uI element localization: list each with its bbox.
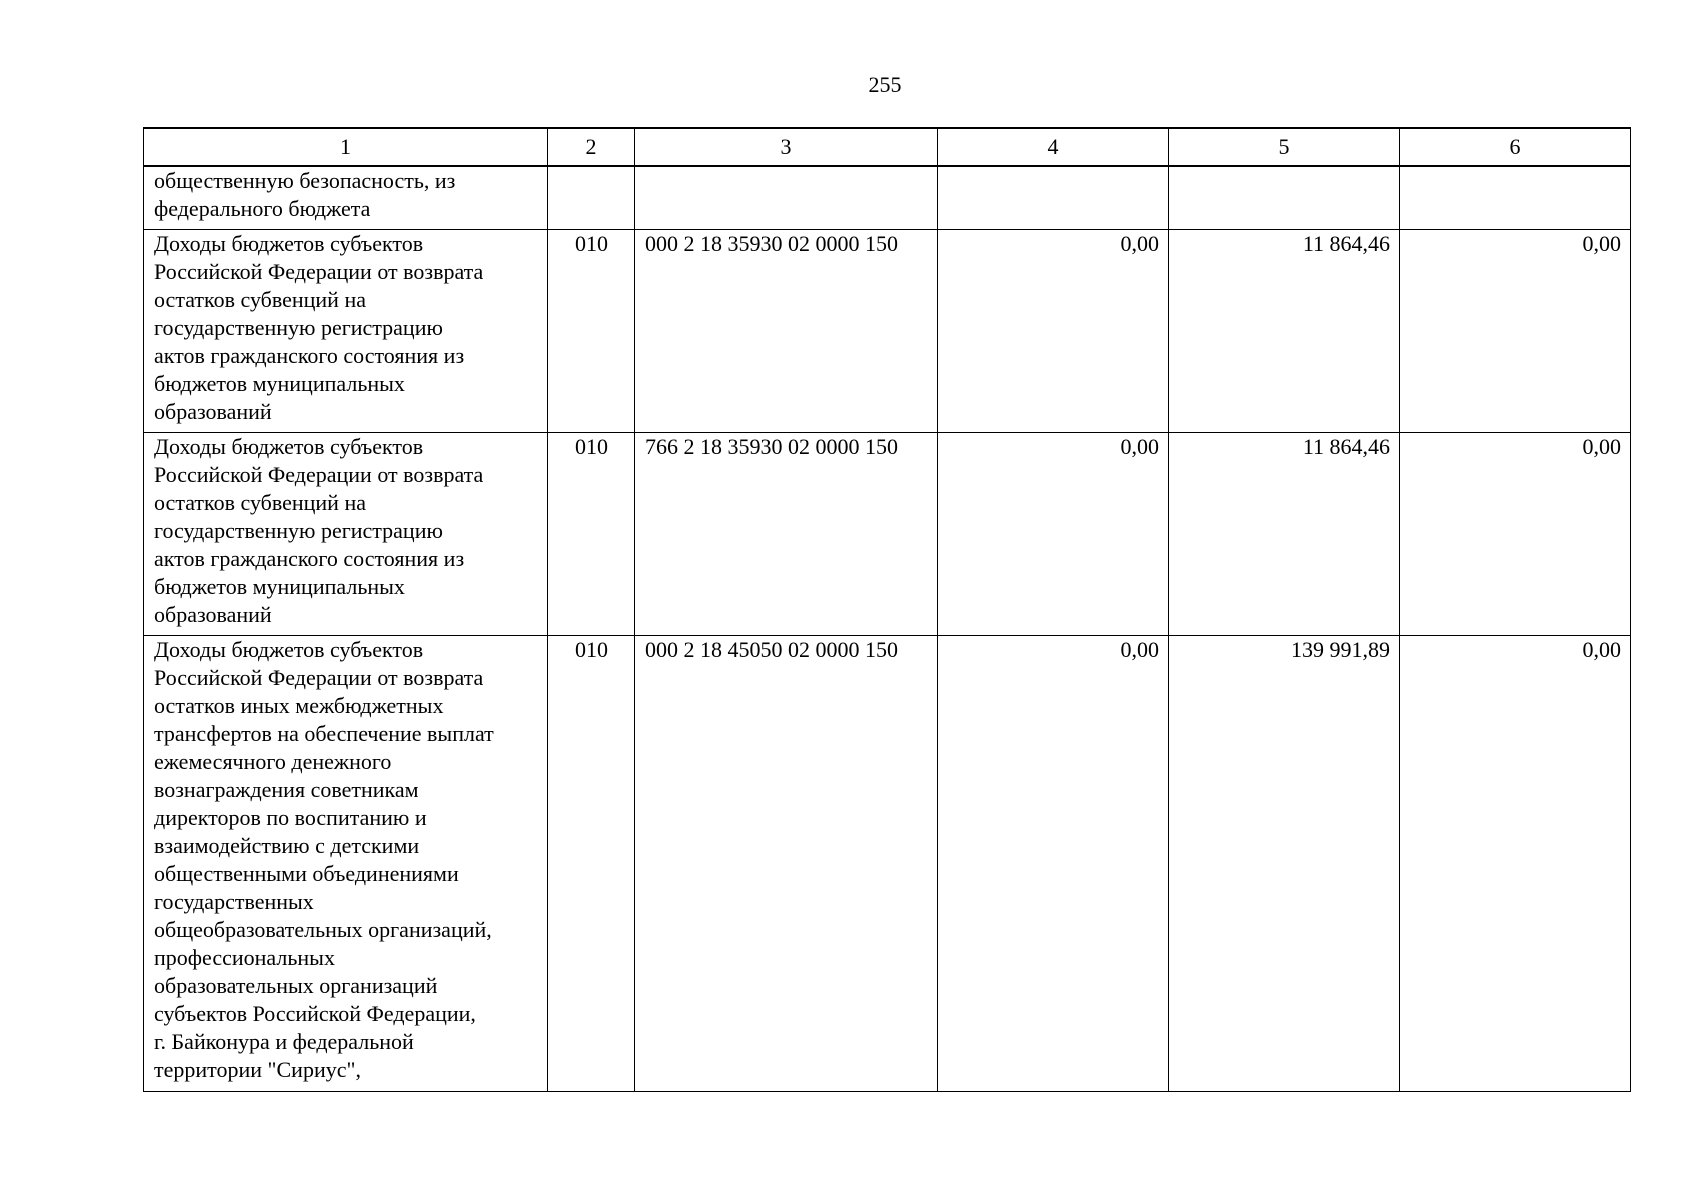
value-cell-col4: 0,00 [938,230,1169,433]
row-name-text: Доходы бюджетов субъектов Российской Федерации от возврата остатков субвенций на государственную регистрацию актов гражданского состояния из бюджетов муниципальных образований [154,434,484,627]
row-name-cell [144,636,548,1092]
table-row-continuation [144,166,1631,230]
table-header [144,128,1631,166]
table-row [144,636,1631,1092]
budget-table [143,127,1631,1092]
column-number-4: 4 [938,128,1169,166]
value-cell-col5: 11 864,46 [1169,433,1400,636]
line-code-cell [548,166,635,230]
line-code-cell: 010 [548,433,635,636]
column-number-row [144,128,1631,166]
value-cell-col4: 0,00 [938,433,1169,636]
table-row [144,230,1631,433]
table-row [144,433,1631,636]
classification-code-cell: 000 2 18 45050 02 0000 150 [635,636,938,1092]
column-number-1: 1 [144,128,548,166]
row-name-cell [144,230,548,433]
value-cell-col6: 0,00 [1400,230,1631,433]
row-name-cell [144,433,548,636]
column-number-5: 5 [1169,128,1400,166]
row-name-text: общественную безопасность, из федерального бюджета [154,168,456,221]
line-code-cell: 010 [548,636,635,1092]
row-name-text: Доходы бюджетов субъектов Российской Федерации от возврата остатков иных межбюджетных трансфертов на обеспечение выплат ежемесячного денежного вознаграждения советникам директоров по воспитанию и взаимодействию с детскими общественными объединениями государственных общеобразовательных организаций, профессиональных образовательных организаций субъектов Российской Федерации, г. Байконура и федеральной территории "Сириус", [154,637,494,1082]
value-cell-col4: 0,00 [938,636,1169,1092]
classification-code-cell: 766 2 18 35930 02 0000 150 [635,433,938,636]
value-cell-col5 [1169,166,1400,230]
line-code-cell: 010 [548,230,635,433]
row-name-text: Доходы бюджетов субъектов Российской Федерации от возврата остатков субвенций на государственную регистрацию актов гражданского состояния из бюджетов муниципальных образований [154,231,484,424]
column-number-6: 6 [1400,128,1631,166]
classification-code-cell: 000 2 18 35930 02 0000 150 [635,230,938,433]
value-cell-col5: 139 991,89 [1169,636,1400,1092]
page-number: 255 [868,72,902,97]
column-number-3: 3 [635,128,938,166]
table-body [144,166,1631,1092]
value-cell-col4 [938,166,1169,230]
value-cell-col5: 11 864,46 [1169,230,1400,433]
value-cell-col6 [1400,166,1631,230]
classification-code-cell [635,166,938,230]
row-name-cell [144,166,548,230]
value-cell-col6: 0,00 [1400,433,1631,636]
column-number-2: 2 [548,128,635,166]
value-cell-col6: 0,00 [1400,636,1631,1092]
